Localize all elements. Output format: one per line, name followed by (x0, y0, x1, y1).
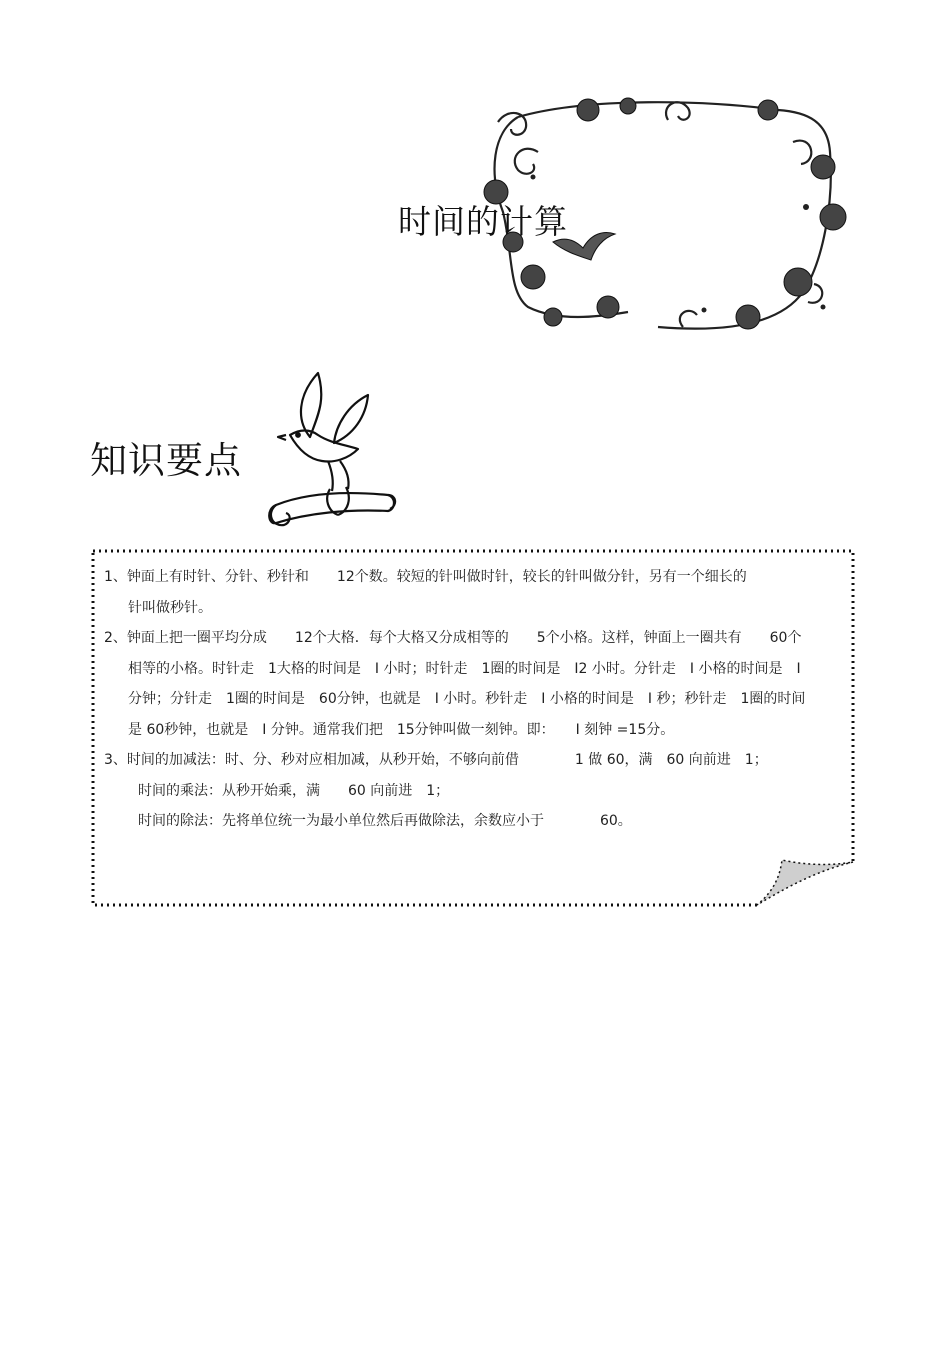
note-line: 分钟；分针走 1圈的时间是 60分钟，也就是 I 小时。秒针走 I 小格的时间是 I 秒；秒针走 1圈的时间 (128, 691, 806, 707)
note-line: 时间的除法：先将单位统一为最小单位然后再做除法，余数应小于 60。 (138, 813, 632, 829)
section-heading: 知识要点 (90, 439, 242, 482)
note-line: 2、钟面上把一圈平均分成 12个大格．每个大格又分成相等的 5个小格。这样，钟面上一圈共有 60个 (104, 630, 802, 646)
note-line: 针叫做秒针。 (128, 599, 212, 616)
note-line: 3、时间的加减法：时、分、秒对应相加减，从秒开始，不够向前借 1 做 60，满 60 向前进 1； (104, 752, 768, 768)
page-title: 时间的计算 (398, 202, 568, 241)
knowledge-points (104, 562, 849, 837)
dove-scroll-icon (268, 365, 398, 537)
note-line: 是 60秒钟，也就是 I 分钟。通常我们把 15分钟叫做一刻钟。即： I 刻钟 =15分。 (128, 721, 675, 738)
note-line: 相等的小格。时针走 1大格的时间是 I 小时；时针走 1圈的时间是 I2 小时。分针走 I 小格的时间是 I (128, 660, 801, 677)
note-line: 1、钟面上有时针、分针、秒针和 12个数。较短的针叫做时针，较长的针叫做分针，另有一个细长的 (104, 569, 747, 585)
note-line: 时间的乘法：从秒开始乘，满 60 向前进 1； (138, 782, 450, 799)
